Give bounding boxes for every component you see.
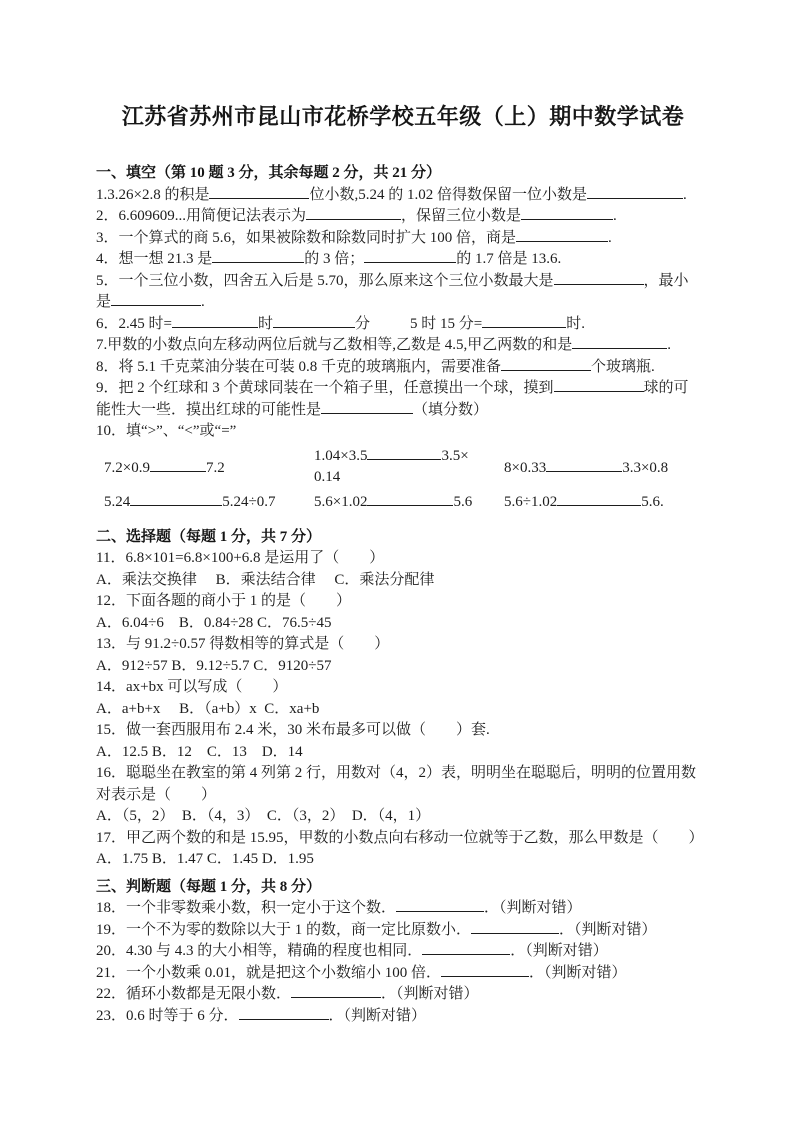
compare-item xyxy=(104,492,314,519)
text-segment: 0.14 xyxy=(314,469,341,485)
document-content xyxy=(96,100,710,1027)
text-segment: A．a+b+x B．（a+b）x C．xa+b xyxy=(96,700,320,717)
answer-blank xyxy=(111,292,201,306)
answer-blank xyxy=(130,492,222,506)
answer-blank xyxy=(482,314,566,328)
text-segment: A．912÷57 B．9.12÷5.7 C．9120÷57 xyxy=(96,657,332,674)
answer-blank xyxy=(396,898,484,912)
compare-grid xyxy=(96,446,710,519)
question-line xyxy=(96,378,710,400)
answer-blank xyxy=(471,920,559,934)
text-segment: 12．下面各题的商小于 1 的是（ ） xyxy=(96,593,352,609)
answer-blank xyxy=(209,185,309,199)
question-line xyxy=(96,920,710,942)
text-segment: ．（判断对错） xyxy=(559,921,657,938)
text-segment: （填分数） xyxy=(413,401,489,418)
text-segment: 时 xyxy=(257,315,273,332)
text-segment: 5.24 xyxy=(104,493,131,510)
question-line xyxy=(96,963,710,985)
text-segment: 位小数,5.24 的 1.02 倍得数保留一位小数是 xyxy=(309,186,587,203)
text-segment: 23．0.6 时等于 6 分． xyxy=(96,1007,239,1024)
answer-blank xyxy=(422,941,510,955)
question-line xyxy=(96,763,710,785)
answer-blank xyxy=(239,1006,329,1020)
question-line xyxy=(96,357,710,379)
text-segment: 5.6. xyxy=(641,493,664,510)
compare-item xyxy=(314,446,504,492)
spacer xyxy=(370,327,410,328)
question-line xyxy=(96,570,710,592)
question-line xyxy=(96,656,710,678)
question-line xyxy=(96,421,710,443)
text-segment: 4．想一想 21.3 是 xyxy=(96,251,213,267)
answer-blank xyxy=(557,492,641,506)
section-heading: 一、填空（第 10 题 3 分，其余每题 2 分，共 21 分） xyxy=(96,165,442,181)
text-segment: 5.24÷0.7 xyxy=(222,493,276,510)
question-line xyxy=(96,742,710,764)
question-line xyxy=(96,613,710,635)
answer-blank xyxy=(554,378,644,392)
question-line xyxy=(96,271,710,293)
compare-item xyxy=(504,446,718,492)
question-line xyxy=(96,1006,710,1028)
question-line xyxy=(96,548,710,570)
question-line xyxy=(96,185,710,207)
answer-blank xyxy=(587,185,683,199)
answer-blank xyxy=(321,400,413,414)
question-line xyxy=(96,228,710,250)
text-segment: 15．做一套西服用布 2.4 米，30 米布最多可以做（ ）套. xyxy=(96,722,490,738)
text-segment: 14．ax+bx 可以写成（ ） xyxy=(96,679,288,695)
text-segment: 10．填“>”、“<”或“=” xyxy=(96,423,237,439)
question-line xyxy=(96,806,710,828)
question-line xyxy=(96,249,710,271)
answer-blank xyxy=(501,357,591,371)
text-segment: ．（判断对错） xyxy=(484,900,582,916)
text-segment: ．（判断对错） xyxy=(510,943,608,959)
answer-blank xyxy=(212,249,304,263)
question-line xyxy=(96,984,710,1006)
text-segment: 17．甲乙两个数的和是 15.95，甲数的小数点向右移动一位就等于乙数，那么甲数是（ ） xyxy=(96,829,704,846)
text-segment: 8．将 5.1 千克菜油分装在可装 0.8 千克的玻璃瓶内，需要准备 xyxy=(96,358,502,375)
question-line xyxy=(96,206,710,228)
answer-blank xyxy=(521,206,613,220)
question-line xyxy=(96,941,710,963)
answer-blank xyxy=(572,335,667,349)
text-segment: 5.6 xyxy=(453,493,473,510)
text-segment: 5.6÷1.02 xyxy=(504,493,558,510)
text-segment: A．12.5 B．12 C．13 D．14 xyxy=(96,743,303,760)
text-segment: 5．一个三位小数，四舍五入后是 5.70，那么原来这个三位小数最大是 xyxy=(96,272,554,289)
text-segment: ．（判断对错） xyxy=(529,964,627,981)
answer-blank xyxy=(554,271,644,285)
page-title: 江苏省苏州市昆山市花桥学校五年级（上）期中数学试卷 xyxy=(121,104,685,129)
text-segment: . xyxy=(667,337,672,353)
vertical-space xyxy=(96,519,710,527)
text-segment: 对表示是（ ） xyxy=(96,786,217,803)
text-segment: 分 xyxy=(354,315,370,332)
text-segment: 2．6.609609...用简便记法表示为 xyxy=(96,208,307,224)
text-segment: 时. xyxy=(566,315,585,332)
answer-blank xyxy=(172,314,258,328)
question-line xyxy=(96,828,710,850)
question-line xyxy=(96,898,710,920)
text-segment: . xyxy=(608,229,612,246)
text-segment: 3．一个算式的商 5.6，如果被除数和除数同时扩大 100 倍，商是 xyxy=(96,229,517,246)
answer-blank xyxy=(306,206,401,220)
answer-blank xyxy=(150,458,206,472)
text-segment: 7.2×0.9 xyxy=(104,459,150,476)
document-body xyxy=(96,163,710,1027)
text-segment: 3.3×0.8 xyxy=(622,459,669,476)
answer-blank xyxy=(516,228,608,242)
answer-blank xyxy=(367,446,441,460)
question-line xyxy=(96,314,710,336)
text-segment: 16．聪聪坐在教室的第 4 列第 2 行，用数对（4，2）表，明明坐在聪聪后，明明的位置用数 xyxy=(96,765,697,781)
text-segment: 6．2.45 时= xyxy=(96,315,172,332)
text-segment: 5.6×1.02 xyxy=(314,493,368,510)
text-segment: 9．把 2 个红球和 3 个黄球同装在一个箱子里，任意摸出一个球，摸到 xyxy=(96,380,554,396)
text-segment: 1.3.26×2.8 的积是 xyxy=(96,186,210,203)
text-segment: . xyxy=(201,294,205,310)
question-line xyxy=(96,591,710,613)
text-segment: . xyxy=(682,186,687,203)
answer-blank xyxy=(273,314,355,328)
text-segment: ，最小 xyxy=(643,272,689,289)
question-line xyxy=(96,699,710,721)
answer-blank xyxy=(364,249,456,263)
text-segment: 5 时 15 分= xyxy=(410,315,483,332)
text-segment: 18．一个非零数乘小数，积一定小于这个数． xyxy=(96,900,397,916)
question-line xyxy=(96,720,710,742)
compare-item xyxy=(104,446,314,492)
question-line xyxy=(96,785,710,807)
text-segment: ，保留三位小数是 xyxy=(401,208,522,224)
compare-item xyxy=(504,492,718,519)
text-segment: 的 1.7 倍是 13.6. xyxy=(456,251,562,267)
answer-blank xyxy=(441,963,529,977)
compare-grid-row xyxy=(104,492,710,519)
text-segment: 能性大一些．摸出红球的可能性是 xyxy=(96,401,322,418)
text-segment: 11．6.8×101=6.8×100+6.8 是运用了（ ） xyxy=(96,550,385,566)
text-segment: 22．循环小数都是无限小数． xyxy=(96,986,292,1002)
text-segment: 个玻璃瓶. xyxy=(591,358,655,375)
compare-grid-row xyxy=(104,446,710,492)
text-segment: 7.甲数的小数点向左移动两位后就与乙数相等,乙数是 4.5,甲乙两数的和是 xyxy=(96,337,573,353)
text-segment: A．6.04÷6 B．0.84÷28 C．76.5÷45 xyxy=(96,614,332,631)
text-segment: 20．4.30 与 4.3 的大小相等，精确的程度也相同． xyxy=(96,943,423,959)
text-segment: 是 xyxy=(96,294,112,310)
text-segment: 8×0.33 xyxy=(504,459,547,476)
text-segment: A．乘法交换律 B．乘法结合律 C．乘法分配律 xyxy=(96,571,435,588)
text-segment: 球的可 xyxy=(643,380,689,396)
text-segment: A．1.75 B．1.47 C．1.45 D．1.95 xyxy=(96,851,314,867)
answer-blank xyxy=(546,458,622,472)
text-segment: . xyxy=(613,208,617,224)
question-line xyxy=(96,677,710,699)
question-line xyxy=(96,335,710,357)
section-heading: 二、选择题（每题 1 分，共 7 分） xyxy=(96,528,322,545)
text-segment: 的 3 倍； xyxy=(304,251,365,267)
answer-blank xyxy=(367,492,453,506)
text-segment: 21．一个小数乘 0.01，就是把这个小数缩小 100 倍． xyxy=(96,964,442,981)
text-segment: ．（判断对错） xyxy=(381,986,479,1002)
question-line xyxy=(96,849,710,871)
text-segment: 7.2 xyxy=(205,459,225,476)
question-line xyxy=(96,634,710,656)
section-heading: 三、判断题（每题 1 分，共 8 分） xyxy=(96,878,322,895)
text-segment: 13．与 91.2÷0.57 得数相等的算式是（ ） xyxy=(96,636,390,652)
text-segment: 3.5× xyxy=(441,447,469,464)
question-line xyxy=(96,292,710,314)
text-segment: 19．一个不为零的数除以大于 1 的数，商一定比原数小． xyxy=(96,921,472,938)
text-segment: A．（5，2） B．（4，3） C．（3，2） D．（4，1） xyxy=(96,808,431,824)
text-segment: ．（判断对错） xyxy=(328,1007,427,1024)
compare-item xyxy=(314,492,504,519)
text-segment: 1.04×3.5 xyxy=(314,447,368,464)
question-line xyxy=(96,400,710,422)
answer-blank xyxy=(291,984,381,998)
